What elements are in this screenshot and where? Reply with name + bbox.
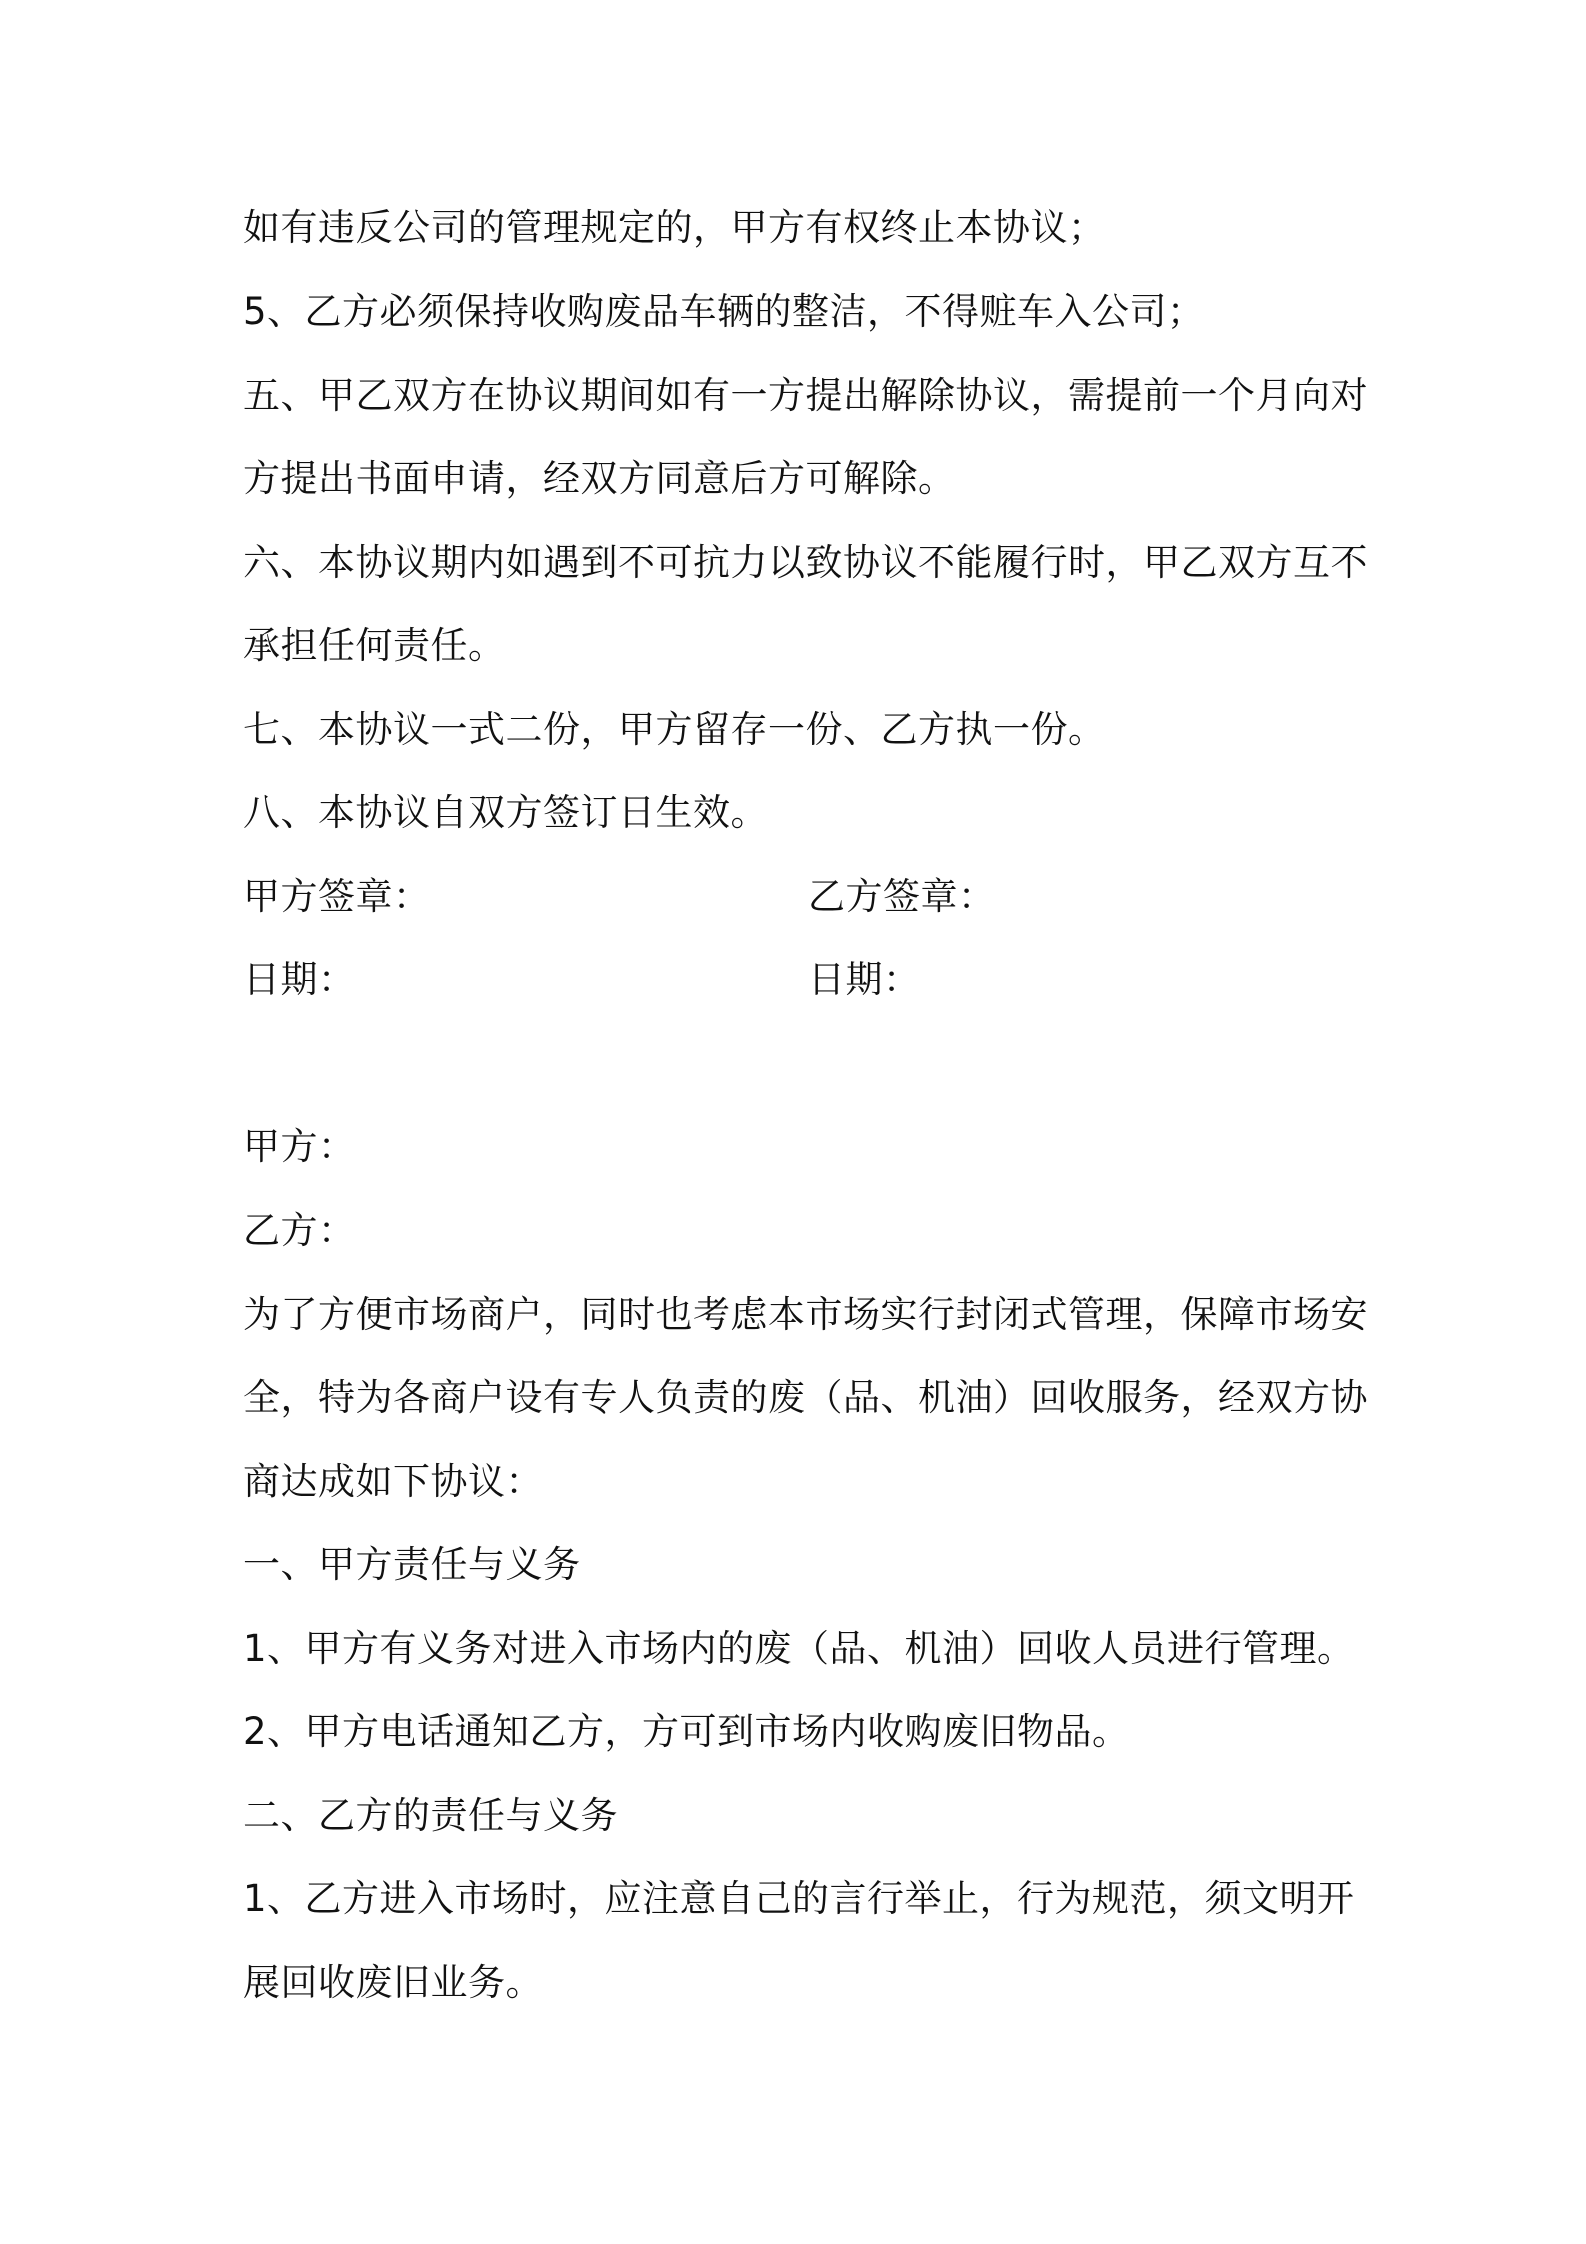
paragraph-line: 方提出书面申请，经双方同意后方可解除。	[243, 457, 956, 500]
paragraph-line: 六、本协议期内如遇到不可抗力以致协议不能履行时，甲乙双方互不	[243, 541, 1368, 584]
section-heading: 一、甲方责任与义务	[243, 1543, 581, 1586]
party-a-seal-label: 甲方签章：	[243, 875, 431, 918]
party-a-label: 甲方：	[243, 1125, 356, 1168]
party-b-date-label: 日期：	[808, 958, 921, 1001]
party-b-seal-label: 乙方签章：	[808, 875, 996, 918]
paragraph-line: 五、甲乙双方在协议期间如有一方提出解除协议，需提前一个月向对	[243, 374, 1368, 417]
paragraph-line: 1、乙方进入市场时，应注意自己的言行举止，行为规范，须文明开	[243, 1877, 1355, 1920]
paragraph-line: 全，特为各商户设有专人负责的废（品、机油）回收服务，经双方协	[243, 1376, 1368, 1419]
paragraph-line: 商达成如下协议：	[243, 1460, 543, 1503]
party-a-date-label: 日期：	[243, 958, 356, 1001]
paragraph-line: 为了方便市场商户，同时也考虑本市场实行封闭式管理，保障市场安	[243, 1293, 1368, 1336]
party-b-label: 乙方：	[243, 1209, 356, 1252]
paragraph-line: 展回收废旧业务。	[243, 1961, 543, 2004]
paragraph-line: 1、甲方有义务对进入市场内的废（品、机油）回收人员进行管理。	[243, 1627, 1355, 1670]
paragraph-line: 如有违反公司的管理规定的，甲方有权终止本协议；	[243, 206, 1106, 249]
section-heading: 二、乙方的责任与义务	[243, 1794, 618, 1837]
paragraph-line: 八、本协议自双方签订日生效。	[243, 791, 768, 834]
paragraph-line: 七、本协议一式二份，甲方留存一份、乙方执一份。	[243, 708, 1106, 751]
paragraph-line: 承担任何责任。	[243, 624, 506, 667]
paragraph-line: 5、乙方必须保持收购废品车辆的整洁，不得赃车入公司；	[243, 290, 1205, 333]
paragraph-line: 2、甲方电话通知乙方，方可到市场内收购废旧物品。	[243, 1710, 1130, 1753]
